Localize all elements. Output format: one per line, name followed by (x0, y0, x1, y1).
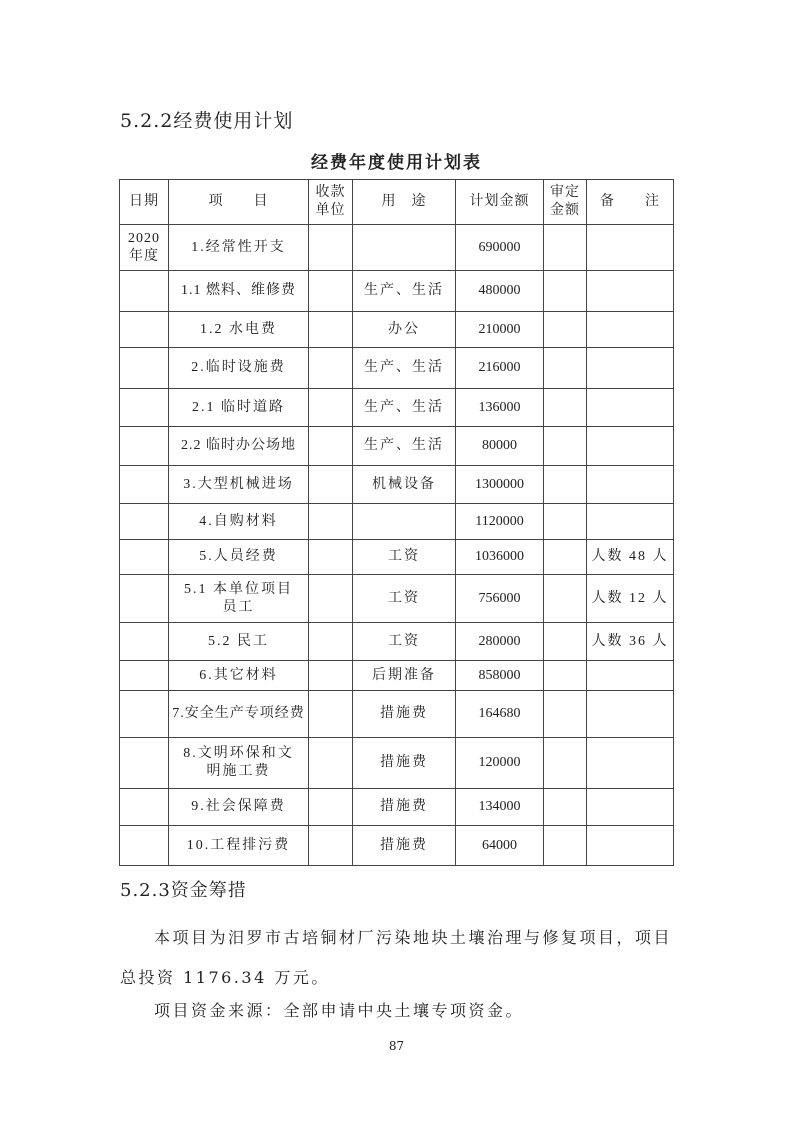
cell-payee (309, 540, 353, 575)
cell-approved (544, 661, 587, 691)
cell-amount: 858000 (456, 661, 544, 691)
cell-date (120, 504, 169, 540)
cell-payee (309, 466, 353, 504)
cell-amount: 1036000 (456, 540, 544, 575)
cell-amount: 216000 (456, 348, 544, 389)
cell-use (353, 504, 456, 540)
header-approved: 审定金额 (544, 180, 587, 225)
cell-item: 3.大型机械进场 (169, 466, 309, 504)
cell-note (587, 466, 674, 504)
cell-approved (544, 348, 587, 389)
cell-use: 办公 (353, 312, 456, 348)
cell-approved (544, 312, 587, 348)
cell-note (587, 504, 674, 540)
cell-date (120, 427, 169, 466)
cell-item: 5.人员经费 (169, 540, 309, 575)
paragraph-funding-source: 项目资金来源：全部申请中央土壤专项资金。 (154, 1001, 525, 1020)
cell-note (587, 789, 674, 826)
table-row (120, 623, 674, 661)
cell-amount: 120000 (456, 738, 544, 789)
cell-payee (309, 271, 353, 312)
cell-use: 措施费 (353, 691, 456, 738)
cell-use: 工资 (353, 575, 456, 623)
cell-use: 工资 (353, 540, 456, 575)
cell-approved (544, 271, 587, 312)
table-row (120, 225, 674, 271)
header-amount: 计划金额 (456, 180, 544, 225)
cell-use: 措施费 (353, 789, 456, 826)
table-row (120, 826, 674, 866)
cell-item: 8.文明环保和文明施工费 (169, 738, 309, 789)
cell-use: 措施费 (353, 738, 456, 789)
cell-amount: 1120000 (456, 504, 544, 540)
cell-date (120, 540, 169, 575)
cell-item: 5.1 本单位项目员工 (169, 575, 309, 623)
budget-plan-table (119, 179, 674, 866)
header-date: 日期 (120, 180, 169, 225)
cell-approved (544, 427, 587, 466)
cell-amount: 690000 (456, 225, 544, 271)
cell-approved (544, 540, 587, 575)
paragraph-project-investment: 本项目为汨罗市古培铜材厂污染地块土壤治理与修复项目，项目总投资 1176.34 万元。 (120, 928, 673, 987)
table-row (120, 691, 674, 738)
cell-payee (309, 427, 353, 466)
cell-payee (309, 225, 353, 271)
table-row (120, 738, 674, 789)
cell-payee (309, 789, 353, 826)
table-row (120, 271, 674, 312)
cell-date (120, 789, 169, 826)
cell-date: 2020年度 (120, 225, 169, 271)
cell-approved (544, 225, 587, 271)
cell-approved (544, 575, 587, 623)
cell-date (120, 826, 169, 866)
cell-amount: 136000 (456, 389, 544, 427)
cell-item: 2.2 临时办公场地 (169, 427, 309, 466)
cell-note: 人数 48 人 (587, 540, 674, 575)
cell-payee (309, 575, 353, 623)
cell-amount: 756000 (456, 575, 544, 623)
cell-note: 人数 12 人 (587, 575, 674, 623)
cell-note: 人数 36 人 (587, 623, 674, 661)
header-payee: 收款单位 (309, 180, 353, 225)
cell-amount: 480000 (456, 271, 544, 312)
cell-date (120, 691, 169, 738)
cell-use: 后期准备 (353, 661, 456, 691)
cell-date (120, 348, 169, 389)
cell-use (353, 225, 456, 271)
cell-amount: 210000 (456, 312, 544, 348)
table-row (120, 504, 674, 540)
cell-item: 10.工程排污费 (169, 826, 309, 866)
cell-amount: 80000 (456, 427, 544, 466)
cell-use: 措施费 (353, 826, 456, 866)
cell-item: 1.1 燃料、维修费 (169, 271, 309, 312)
table-title: 经费年度使用计划表 (311, 153, 482, 173)
cell-approved (544, 738, 587, 789)
page-number: 87 (388, 1039, 405, 1053)
table-row (120, 789, 674, 826)
cell-note (587, 389, 674, 427)
cell-note (587, 427, 674, 466)
cell-note (587, 312, 674, 348)
table-row (120, 427, 674, 466)
table-row (120, 348, 674, 389)
header-item: 项 目 (169, 180, 309, 225)
cell-item: 6.其它材料 (169, 661, 309, 691)
cell-note (587, 691, 674, 738)
cell-payee (309, 312, 353, 348)
cell-payee (309, 504, 353, 540)
cell-item: 9.社会保障费 (169, 789, 309, 826)
cell-use: 生产、生活 (353, 271, 456, 312)
cell-use: 生产、生活 (353, 427, 456, 466)
cell-payee (309, 348, 353, 389)
cell-note (587, 348, 674, 389)
cell-item: 5.2 民工 (169, 623, 309, 661)
cell-date (120, 271, 169, 312)
cell-item: 4.自购材料 (169, 504, 309, 540)
cell-note (587, 271, 674, 312)
cell-use: 生产、生活 (353, 389, 456, 427)
cell-approved (544, 789, 587, 826)
cell-amount: 280000 (456, 623, 544, 661)
cell-date (120, 389, 169, 427)
cell-item: 1.经常性开支 (169, 225, 309, 271)
cell-payee (309, 691, 353, 738)
cell-date (120, 738, 169, 789)
cell-item: 2.1 临时道路 (169, 389, 309, 427)
cell-item: 1.2 水电费 (169, 312, 309, 348)
cell-item: 7.安全生产专项经费 (169, 691, 309, 738)
cell-approved (544, 826, 587, 866)
cell-date (120, 312, 169, 348)
cell-approved (544, 504, 587, 540)
cell-use: 机械设备 (353, 466, 456, 504)
cell-approved (544, 389, 587, 427)
cell-note (587, 225, 674, 271)
cell-date (120, 623, 169, 661)
table-row (120, 575, 674, 623)
table-row (120, 661, 674, 691)
section-heading-5-2-3: 5.2.3资金筹措 (120, 880, 247, 901)
cell-note (587, 738, 674, 789)
cell-amount: 164680 (456, 691, 544, 738)
header-use: 用 途 (353, 180, 456, 225)
cell-approved (544, 466, 587, 504)
table-row (120, 466, 674, 504)
cell-note (587, 661, 674, 691)
cell-approved (544, 623, 587, 661)
cell-item: 2.临时设施费 (169, 348, 309, 389)
cell-date (120, 661, 169, 691)
cell-payee (309, 623, 353, 661)
table-row (120, 389, 674, 427)
table-row (120, 312, 674, 348)
cell-use: 生产、生活 (353, 348, 456, 389)
cell-payee (309, 661, 353, 691)
cell-date (120, 575, 169, 623)
cell-date (120, 466, 169, 504)
header-note: 备 注 (587, 180, 674, 225)
cell-payee (309, 389, 353, 427)
cell-payee (309, 826, 353, 866)
cell-amount: 1300000 (456, 466, 544, 504)
cell-approved (544, 691, 587, 738)
cell-use: 工资 (353, 623, 456, 661)
cell-note (587, 826, 674, 866)
section-heading-5-2-2: 5.2.2经费使用计划 (120, 110, 294, 132)
cell-amount: 64000 (456, 826, 544, 866)
table-header-row (120, 180, 674, 225)
cell-payee (309, 738, 353, 789)
cell-amount: 134000 (456, 789, 544, 826)
table-row (120, 540, 674, 575)
